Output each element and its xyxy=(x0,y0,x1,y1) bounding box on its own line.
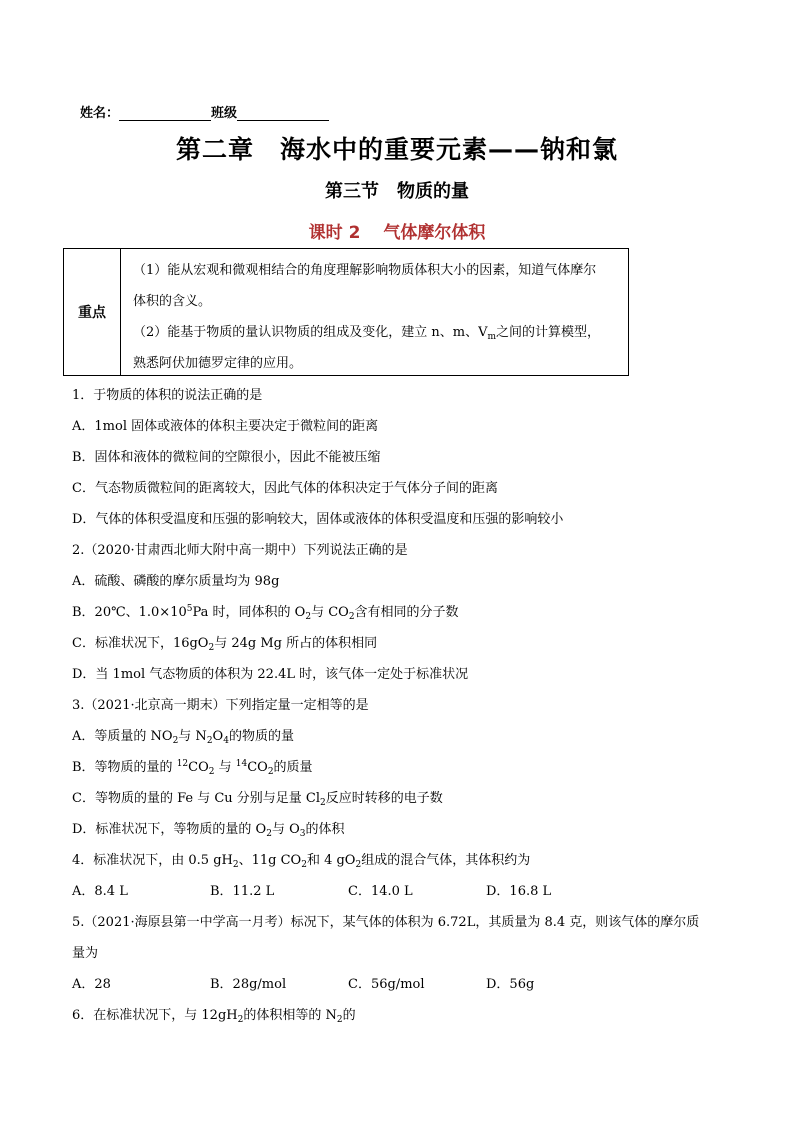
q1-option-c: C．气态物质微粒间的距离较大，因此气体的体积决定于气体分子间的距离 xyxy=(72,481,498,496)
key-points-label: 重点 xyxy=(64,249,121,375)
q4-options xyxy=(72,876,732,907)
q1-option-b: B．固体和液体的微粒间的空隙很小，因此不能被压缩 xyxy=(72,450,381,465)
q2-stem: 2.（2020·甘肃西北师大附中高一期中）下列说法正确的是 xyxy=(72,543,408,558)
q2-option-c: C．标准状况下，$16gO_2$与 24g Mg 所占的体积相同 xyxy=(72,636,378,653)
q4-option-a: A．8.4 L xyxy=(72,884,128,899)
q4-option-b: B．11.2 L xyxy=(210,884,275,899)
key-points-box xyxy=(63,248,629,376)
key-point-1-line-1: （1）能从宏观和微观相结合的角度理解影响物质体积大小的因素，知道气体摩尔 xyxy=(133,263,597,278)
q4-option-c: C．14.0 L xyxy=(348,884,413,899)
q5-option-a: A．28 xyxy=(72,977,111,992)
q3-option-a: A．等质量的 $NO_2$与 $N_2O_4$的物质的量 xyxy=(72,729,294,746)
q5-option-d: D．56g xyxy=(486,977,535,992)
q4-stem: 4．标准状况下，由 0.5 $gH_2$、11g $CO_2$和 4 $gO_2$组成的混合气体，其体积约为 xyxy=(72,853,531,870)
q1-option-d: D．气体的体积受温度和压强的影响较大，固体或液体的体积受温度和压强的影响较小 xyxy=(72,512,564,527)
q1-stem: 1．于物质的体积的说法正确的是 xyxy=(72,388,263,403)
q2-option-d: D．当 1mol 气态物质的体积为 22.4L 时，该气体一定处于标准状况 xyxy=(72,667,469,682)
q1-option-a: A．1mol 固体或液体的体积主要决定于微粒间的距离 xyxy=(72,419,379,434)
q5-option-b: B．28g/mol xyxy=(210,977,287,992)
q4-option-d: D．16.8 L xyxy=(486,884,552,899)
name-class-line xyxy=(80,102,329,121)
key-point-2-line-2: 熟悉阿伏加德罗定律的应用。 xyxy=(133,356,303,371)
q3-stem: 3.（2021·北京高一期末）下列指定量一定相等的是 xyxy=(72,698,369,713)
q5-stem-line-1: 5.（2021·海原县第一中学高一月考）标况下，某气体的体积为 6.72L，其质量为 8.4 克，则该气体的摩尔质 xyxy=(72,915,700,930)
class-label: 班级 xyxy=(211,106,238,121)
q3-option-c: C．等物质的量的 Fe 与 Cu 分别与足量 $Cl_2$反应时转移的电子数 xyxy=(72,791,443,808)
q5-stem-line-2: 量为 xyxy=(72,946,99,961)
section-title: 第三节 物质的量 xyxy=(325,181,469,202)
q6-stem: 6．在标准状况下，与 $12gH_2$的体积相等的 $N_2$的 xyxy=(72,1008,356,1025)
class-blank[interactable] xyxy=(237,106,329,121)
key-points-content xyxy=(121,249,628,375)
q3-option-b: B．等物质的量的 $^{12}CO_2$ 与 $^{14}CO_2$的质量 xyxy=(72,759,313,777)
lesson-title: 课时 2 气体摩尔体积 xyxy=(308,223,486,243)
key-point-1-line-2: 体积的含义。 xyxy=(133,294,212,309)
q5-options xyxy=(72,969,732,1000)
chapter-title: 第二章 海水中的重要元素——钠和氯 xyxy=(175,135,618,164)
q3-option-d: D．标准状况下，等物质的量的 $O_2$与 $O_3$的体积 xyxy=(72,822,345,839)
q2-option-b: B．20℃、$1.0\times 10^5Pa$ 时，同体积的 $O_2$与 $CO_2$含有相同的分子数 xyxy=(72,604,459,622)
q2-option-a: A．硫酸、磷酸的摩尔质量均为 98g xyxy=(72,574,280,589)
name-label: 姓名： xyxy=(80,106,120,121)
question-list xyxy=(72,380,732,1031)
name-blank[interactable] xyxy=(119,106,211,121)
key-point-2-line-1: （2）能基于物质的量认识物质的组成及变化，建立 n、m、$V_m$之间的计算模型， xyxy=(133,325,601,342)
q5-option-c: C．56g/mol xyxy=(348,977,425,992)
